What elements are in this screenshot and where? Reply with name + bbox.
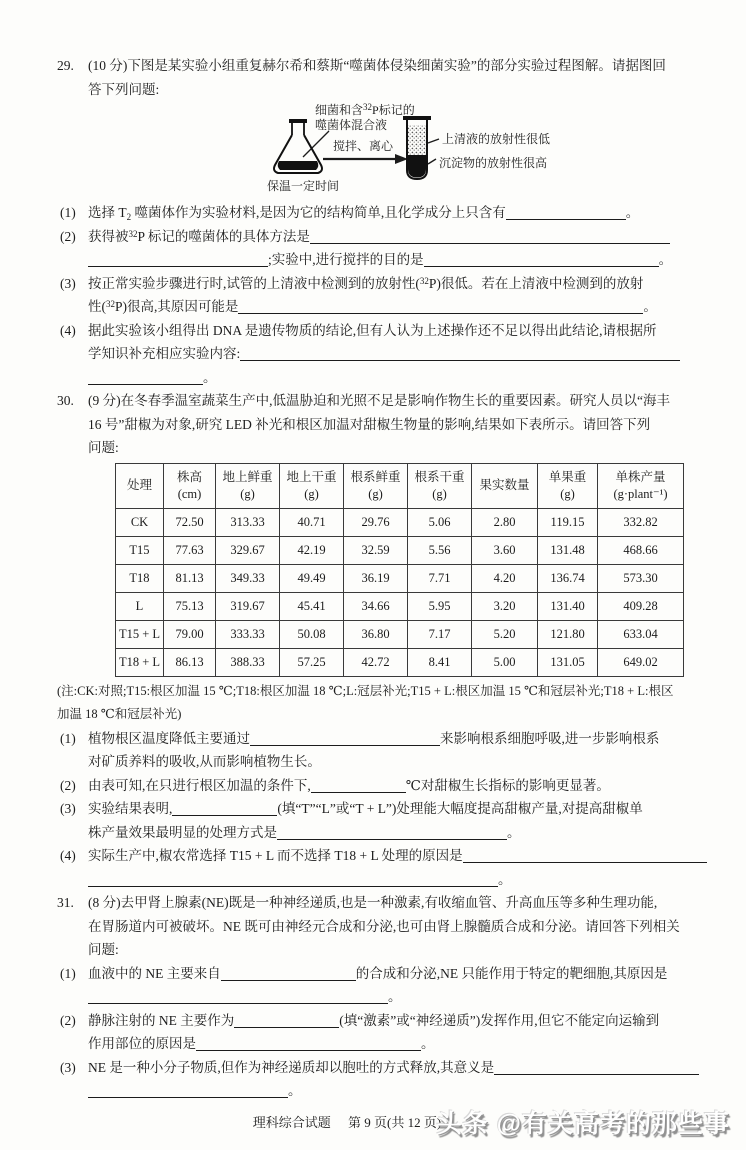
table-cell: 7.71 [408, 564, 472, 592]
superscript: 32 [419, 275, 429, 286]
text-run: 植物根区温度降低主要通过 [88, 730, 250, 746]
item-marker: (2) [60, 777, 76, 793]
text-run: 的合成和分泌,NE 只能作用于特定的靶细胞,其原因是 [355, 965, 668, 981]
text-run: 静脉注射的 NE 主要作为 [88, 1012, 235, 1028]
q30-table-note [57, 680, 707, 727]
item-marker: (2) [60, 228, 76, 244]
text-run: 。 [643, 299, 657, 314]
table-cell: 5.06 [408, 508, 472, 536]
table-cell: 36.80 [344, 620, 408, 648]
q30-item-4 [57, 844, 707, 891]
item-marker: (3) [60, 801, 76, 816]
text-line [57, 319, 707, 343]
text-line [57, 962, 707, 986]
text-line [57, 868, 707, 892]
text-line [57, 1056, 707, 1080]
item-marker: (2) [60, 1012, 76, 1028]
superscript: 32 [363, 102, 373, 112]
text-run: 对矿质养料的吸收,从而影响植物生长。 [88, 754, 321, 769]
arrow-label: 搅拌、离心 [333, 139, 394, 153]
text-run: 在胃肠道内可被破坏。NE 既可由神经元合成和分泌,也可由肾上腺髓质合成和分泌。请回答下列相关 [88, 918, 680, 934]
text-run: 选择 T [88, 205, 127, 220]
column-header: 地上干重 (g) [280, 463, 344, 508]
text-run: P)很低。若在上清液中检测到的放射 [428, 275, 644, 291]
table-cell: 131.40 [538, 592, 598, 620]
table-cell: 50.08 [280, 620, 344, 648]
text-line [57, 54, 707, 78]
text-line [57, 750, 707, 774]
text-line [57, 727, 707, 751]
text-run: 。 [498, 871, 512, 887]
item-marker: (1) [60, 965, 76, 981]
text-run: 实验结果表明, [88, 801, 173, 816]
text-run: (10 分)下图是某实验小组重复赫尔希和蔡斯“噬菌体侵染细菌实验”的部分实验过程图解。请据图回 [88, 58, 666, 73]
text-line [57, 1009, 707, 1033]
q29-item-3 [57, 272, 707, 319]
column-header: 株高 (cm) [164, 463, 216, 508]
table-cell: 5.56 [408, 536, 472, 564]
q30-item-3 [57, 797, 707, 844]
arrow-icon [323, 154, 408, 164]
text-run: 实际生产中,椒农常选择 T15 + L 而不选择 T18 + L 处理的原因是 [88, 848, 463, 863]
text-run: P 标记的噬菌体的具体方法是 [137, 228, 310, 244]
column-header: 根系鲜重 (g) [344, 463, 408, 508]
column-header: 处理 [116, 463, 164, 508]
text-run: ℃对甜椒生长指标的影响更显著。 [405, 777, 610, 793]
text-run: 作用部位的原因是 [88, 1036, 196, 1051]
text-run: 16 号”甜椒为对象,研究 LED 补光和根区加温对甜椒生物量的影响,结果如下表所示。请回答下列 [88, 416, 651, 432]
table-cell: 8.41 [408, 648, 472, 676]
watermark: 头条 @有关高考的那些事 [436, 1110, 730, 1138]
text-run: 按正常实验步骤进行时,试管的上清液中检测到的放射性( [88, 275, 420, 291]
text-line [57, 938, 707, 962]
superscript: 32 [128, 228, 138, 239]
text-run: 。 [388, 989, 402, 1004]
text-run: 来影响根系细胞呼吸,进一步影响根系 [440, 730, 660, 746]
table-cell: 332.82 [598, 508, 684, 536]
footer-page-number: 第 9 页(共 12 页) [348, 1114, 442, 1130]
table-cell: 573.30 [598, 564, 684, 592]
table-cell: T15 + L [116, 620, 164, 648]
answer-blank [88, 987, 388, 1004]
table-cell: 34.66 [344, 592, 408, 620]
text-line [57, 366, 707, 390]
supernatant-pointer-line [428, 139, 439, 143]
table-cell: CK [116, 508, 164, 536]
item-marker: (4) [60, 848, 76, 863]
text-run: 加温 18 ℃和冠层补光) [57, 707, 182, 721]
text-run: 株产量效果最明显的处理方式是 [88, 824, 277, 840]
q29-item-2 [57, 225, 707, 272]
answer-blank [88, 870, 498, 887]
text-run: (9 分)在冬春季温室蔬菜生产中,低温胁迫和光照不足是影响作物生长的重要因素。研究人员以“海丰 [88, 393, 670, 408]
table-cell: 29.76 [344, 508, 408, 536]
text-line [57, 703, 707, 727]
supernatant-label: 上清液的放射性很低 [442, 132, 551, 146]
text-run: ;实验中,进行搅拌的目的是 [268, 252, 424, 267]
q30-intro [57, 389, 707, 460]
text-run: (填“激素”或“神经递质”)发挥作用,但它不能定向运输到 [339, 1012, 660, 1028]
question-30 [57, 389, 707, 891]
text-line [57, 413, 707, 437]
mixture-label-text: P标记的 [372, 103, 415, 117]
table-cell: 86.13 [164, 648, 216, 676]
text-run: 。 [507, 824, 521, 840]
text-run: 。 [203, 369, 217, 385]
item-marker: (1) [60, 730, 76, 746]
q29-diagram [267, 103, 667, 199]
answer-blank [506, 203, 626, 220]
table-cell: 136.74 [538, 564, 598, 592]
table-cell: 7.17 [408, 620, 472, 648]
table-cell: 649.02 [598, 648, 684, 676]
table-cell: 42.19 [280, 536, 344, 564]
table-row [116, 536, 684, 564]
item-marker: (1) [60, 205, 76, 220]
subscript: 2 [126, 212, 132, 222]
answer-blank [494, 1058, 699, 1075]
text-run: 学知识补充相应实验内容: [88, 346, 241, 361]
answer-blank [234, 1011, 339, 1028]
table-cell: L [116, 592, 164, 620]
text-run: 答下列问题: [88, 81, 160, 97]
q31-item-1 [57, 962, 707, 1009]
text-line [57, 1032, 707, 1056]
table-cell: 72.50 [164, 508, 216, 536]
table-cell: 32.59 [344, 536, 408, 564]
answer-blank [250, 729, 440, 746]
column-header: 地上鲜重 (g) [216, 463, 280, 508]
table-row [116, 592, 684, 620]
table-cell: 5.00 [472, 648, 538, 676]
table-body [116, 508, 684, 676]
table-cell: 45.41 [280, 592, 344, 620]
table-row [116, 620, 684, 648]
answer-blank [310, 227, 670, 244]
table-cell: 57.25 [280, 648, 344, 676]
q29-item-1 [57, 201, 707, 225]
text-run: 问题: [88, 942, 119, 957]
text-line [57, 436, 707, 460]
table-cell: 121.80 [538, 620, 598, 648]
item-marker: (3) [60, 1059, 76, 1075]
sediment-pointer-line [428, 159, 436, 164]
text-line [57, 891, 707, 915]
mixture-label-text: 细菌和含 [315, 103, 364, 117]
text-run: 获得被 [88, 228, 129, 244]
item-marker: 30. [57, 393, 74, 408]
text-run: 噬菌体作为实验材料,是因为它的结构简单,且化学成分上只含有 [131, 205, 506, 220]
table-cell: 36.19 [344, 564, 408, 592]
answer-blank [311, 776, 406, 793]
q31-item-3 [57, 1056, 707, 1103]
table-cell: 388.33 [216, 648, 280, 676]
flask-caption: 保温一定时间 [267, 179, 340, 193]
table-cell: T18 + L [116, 648, 164, 676]
table-cell: 4.20 [472, 564, 538, 592]
table-cell: T15 [116, 536, 164, 564]
table-cell: 3.20 [472, 592, 538, 620]
text-run: 。 [658, 252, 673, 267]
text-line [57, 844, 707, 868]
text-run: 血液中的 NE 主要来自 [88, 965, 221, 981]
text-line [57, 201, 707, 225]
text-run: 据此实验该小组得出 DNA 是遗传物质的结论,但有人认为上述操作还不足以得出此结论,请根据所 [88, 322, 657, 338]
question-31 [57, 891, 707, 1103]
table-header-row [116, 463, 684, 508]
table-cell: 2.80 [472, 508, 538, 536]
item-marker: (4) [60, 322, 76, 338]
text-line [57, 342, 707, 366]
text-run: P)很高,其原因可能是 [115, 299, 239, 314]
table-cell: 319.67 [216, 592, 280, 620]
table-row [116, 564, 684, 592]
table-cell: 81.13 [164, 564, 216, 592]
table-cell: 633.04 [598, 620, 684, 648]
text-run: 由表可知,在只进行根区加温的条件下, [88, 777, 311, 793]
column-header: 根系干重 (g) [408, 463, 472, 508]
item-marker: 31. [57, 895, 74, 910]
table-cell: 313.33 [216, 508, 280, 536]
text-line [57, 774, 707, 798]
footer-doc-title: 理科综合试题 [252, 1114, 331, 1130]
q29-intro [57, 54, 707, 101]
text-run: 。 [625, 205, 640, 220]
table-cell: 333.33 [216, 620, 280, 648]
table-cell: 79.00 [164, 620, 216, 648]
item-marker: 29. [57, 58, 74, 73]
table-cell: 5.20 [472, 620, 538, 648]
text-run: NE 是一种小分子物质,但作为神经递质却以胞吐的方式释放,其意义是 [88, 1059, 495, 1075]
sediment-label: 沉淀物的放射性很高 [439, 156, 548, 170]
table-cell: 42.72 [344, 648, 408, 676]
answer-blank [172, 799, 277, 816]
text-run: (填“T”“L”或“T + L”)处理能大幅度提高甜椒产量,对提高甜椒单 [277, 801, 643, 816]
text-line [57, 797, 707, 821]
text-line [57, 821, 707, 845]
table-cell: 75.13 [164, 592, 216, 620]
table-cell: 49.49 [280, 564, 344, 592]
table-cell: 3.60 [472, 536, 538, 564]
text-run: 。 [421, 1036, 435, 1051]
text-line [57, 680, 707, 704]
column-header: 单果重 (g) [538, 463, 598, 508]
table-cell: 349.33 [216, 564, 280, 592]
answer-blank [88, 1081, 288, 1098]
table-cell: 40.71 [280, 508, 344, 536]
table-cell: 119.15 [538, 508, 598, 536]
q31-item-2 [57, 1009, 707, 1056]
answer-blank [463, 846, 707, 863]
table-cell: 329.67 [216, 536, 280, 564]
column-header: 单株产量 (g·plant⁻¹) [598, 463, 684, 508]
table-cell: 5.95 [408, 592, 472, 620]
table-cell: 77.63 [164, 536, 216, 564]
column-header: 果实数量 [472, 463, 538, 508]
table-row [116, 508, 684, 536]
answer-blank [424, 250, 659, 267]
text-line [57, 915, 707, 939]
q30-item-2 [57, 774, 707, 798]
answer-blank [221, 964, 356, 981]
exam-content [57, 54, 707, 1131]
table-cell: T18 [116, 564, 164, 592]
answer-blank [196, 1034, 421, 1051]
answer-blank [88, 250, 268, 267]
table-row [116, 648, 684, 676]
q31-intro [57, 891, 707, 962]
text-run: 性( [88, 299, 106, 314]
q30-item-1 [57, 727, 707, 774]
text-line [57, 295, 707, 319]
text-line [57, 272, 707, 296]
q30-results-table [115, 463, 684, 677]
text-run: 问题: [88, 440, 119, 455]
answer-blank [88, 368, 203, 385]
answer-blank [277, 823, 507, 840]
text-run: 。 [288, 1083, 302, 1098]
text-run: (注:CK:对照;T15:根区加温 15 ℃;T18:根区加温 18 ℃;L:冠层补光;T15 + L:根区加温 15 ℃和冠层补光;T18 + L:根区 [57, 683, 674, 698]
text-run: (8 分)去甲肾上腺素(NE)既是一种神经递质,也是一种激素,有收缩血管、升高血压等多种生理功能, [88, 895, 658, 910]
mixture-pointer-line [303, 131, 329, 157]
text-line [57, 248, 707, 272]
question-29 [57, 54, 707, 389]
table-cell: 468.66 [598, 536, 684, 564]
q29-item-4 [57, 319, 707, 390]
answer-blank [240, 344, 680, 361]
table-cell: 131.48 [538, 536, 598, 564]
superscript: 32 [106, 299, 115, 309]
answer-blank [238, 297, 643, 314]
table-cell: 131.05 [538, 648, 598, 676]
text-line [57, 389, 707, 413]
item-marker: (3) [60, 275, 76, 291]
text-line [57, 78, 707, 102]
text-line [57, 225, 707, 249]
mixture-label [315, 103, 415, 133]
text-line [57, 1079, 707, 1103]
text-line [57, 985, 707, 1009]
table-cell: 409.28 [598, 592, 684, 620]
mixture-label-text: 噬菌体混合液 [315, 118, 388, 132]
